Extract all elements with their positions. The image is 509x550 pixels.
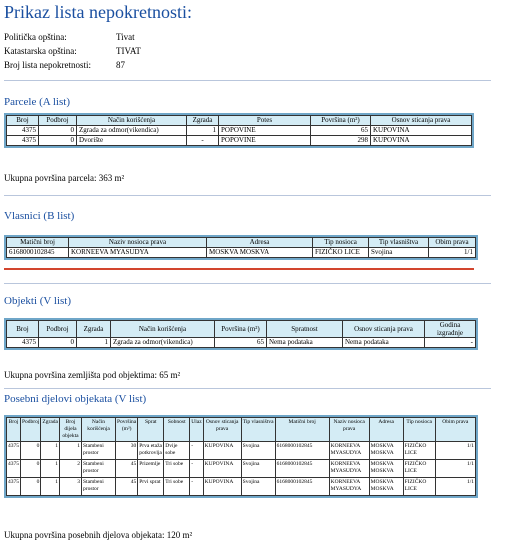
table-cell: Prizemlje [138, 460, 164, 478]
column-header: Obim prava [435, 418, 475, 442]
column-header: Obim prava [429, 238, 476, 248]
table-cell: 4375 [7, 478, 21, 496]
page-title: Prikaz lista nepokretnosti: [4, 2, 192, 22]
table-cell: Stambeni prostor [82, 442, 116, 460]
info-row-list-number [4, 60, 125, 70]
table-cell: 4375 [7, 126, 39, 136]
divider [4, 388, 491, 389]
column-header: Površina (m²) [215, 321, 267, 338]
column-header: Zgrada [77, 321, 111, 338]
table-cell: KUPOVINA [203, 442, 241, 460]
column-header: Osnov sticanja prava [203, 418, 241, 442]
column-header: Matični broj [7, 238, 69, 248]
section-heading-vlasnici: Vlasnici (B list) [4, 210, 75, 222]
table-cell: FIZIČKO LICE [313, 248, 369, 258]
table-cell: Nema podataka [267, 338, 343, 348]
column-header: Način korišćenja [77, 116, 187, 126]
column-header: Naziv nosioca prava [329, 418, 369, 442]
table-cell: Svojina [369, 248, 429, 258]
table-cell: - [187, 136, 219, 146]
parcele-table-box [4, 113, 474, 148]
column-header: Godina izgradnje [425, 321, 476, 338]
table-cell: 0 [21, 478, 41, 496]
column-header: Broj [7, 116, 39, 126]
table-cell: KORNEEVA MYASUDYA [329, 478, 369, 496]
table-cell: 4375 [7, 338, 39, 348]
table-cell: KUPOVINA [371, 136, 472, 146]
column-header: Podbroj [39, 321, 77, 338]
table-cell: 1/1 [435, 478, 475, 496]
table-row [7, 248, 476, 258]
table-header-row [7, 321, 476, 338]
table-cell: 65 [215, 338, 267, 348]
parcele-table [6, 115, 472, 146]
column-header: Naziv nosioca prava [69, 238, 207, 248]
table-cell: Prvi sprat [138, 478, 164, 496]
column-header: Adresa [369, 418, 403, 442]
info-value: TIVAT [116, 46, 141, 56]
table-row [7, 478, 476, 496]
table-cell: 65 [311, 126, 371, 136]
table-cell: 6168000102845 [7, 248, 69, 258]
table-cell: 1/1 [429, 248, 476, 258]
table-cell: KUPOVINA [371, 126, 472, 136]
table-cell: MOSKVA MOSKVA [369, 460, 403, 478]
column-header: Tip nosioca [403, 418, 435, 442]
table-cell: KORNEEVA MYASUDYA [69, 248, 207, 258]
table-cell: 2 [60, 460, 82, 478]
table-header-row [7, 238, 476, 248]
table-cell: 6168000102845 [275, 460, 329, 478]
section-heading-parcele: Parcele (A list) [4, 96, 70, 108]
table-cell: Stambeni prostor [82, 460, 116, 478]
table-cell: 0 [39, 338, 77, 348]
table-cell: - [190, 460, 203, 478]
table-cell: 1 [41, 442, 60, 460]
table-header-row [7, 418, 476, 442]
column-header: Podbroj [21, 418, 41, 442]
column-header: Površina (m²) [311, 116, 371, 126]
table-cell: FIZIČKO LICE [403, 478, 435, 496]
info-row-municipality [4, 32, 135, 42]
info-label: Katastarska opština: [4, 46, 77, 56]
table-cell: 30 [116, 442, 138, 460]
table-cell: Zgrada za odmor(vikendica) [111, 338, 215, 348]
table-cell: Zgrada za odmor(vikendica) [77, 126, 187, 136]
table-cell: KUPOVINA [203, 460, 241, 478]
table-cell: Svojina [241, 442, 275, 460]
table-cell: 6168000102845 [275, 442, 329, 460]
table-cell: 6168000102845 [275, 478, 329, 496]
posebni-table [6, 417, 476, 496]
section-heading-objekti: Objekti (V list) [4, 295, 72, 307]
table-cell: Dvije sobe [164, 442, 190, 460]
divider [4, 283, 491, 284]
table-cell: FIZIČKO LICE [403, 460, 435, 478]
parcele-summary: Ukupna površina parcela: 363 m² [4, 173, 125, 183]
table-cell: 45 [116, 478, 138, 496]
table-cell: 1 [60, 442, 82, 460]
vlasnici-table [6, 237, 476, 258]
table-cell: 1 [187, 126, 219, 136]
table-cell: FIZIČKO LICE [403, 442, 435, 460]
column-header: Matični broj [275, 418, 329, 442]
table-cell: Prva etaža potkrovlja [138, 442, 164, 460]
table-row [7, 460, 476, 478]
table-cell: - [425, 338, 476, 348]
table-cell: POPOVINE [219, 136, 311, 146]
table-cell: Stambeni prostor [82, 478, 116, 496]
posebni-summary: Ukupna površina posebnih djelova objekata: 120 m² [4, 530, 193, 540]
table-row [7, 136, 472, 146]
column-header: Podbroj [39, 116, 77, 126]
table-cell: MOSKVA MOSKVA [207, 248, 313, 258]
table-cell: Tri sobe [164, 478, 190, 496]
objekti-table [6, 320, 476, 348]
table-cell: 4375 [7, 442, 21, 460]
column-header: Broj dijela objekta [60, 418, 82, 442]
table-cell: 4375 [7, 136, 39, 146]
table-cell: 4375 [7, 460, 21, 478]
column-header: Osnov sticanja prava [371, 116, 472, 126]
separator-line [4, 268, 474, 270]
table-row [7, 126, 472, 136]
table-cell: 0 [21, 442, 41, 460]
column-header: Tip nosioca [313, 238, 369, 248]
table-cell: 0 [21, 460, 41, 478]
column-header: Način korišćenja [111, 321, 215, 338]
table-cell: 1/1 [435, 460, 475, 478]
table-cell: Dvorište [77, 136, 187, 146]
table-cell: 1 [77, 338, 111, 348]
table-cell: - [190, 442, 203, 460]
column-header: Adresa [207, 238, 313, 248]
table-cell: KORNEEVA MYASUDYA [329, 460, 369, 478]
table-cell: POPOVINE [219, 126, 311, 136]
table-cell: 3 [60, 478, 82, 496]
table-header-row [7, 116, 472, 126]
table-cell: KUPOVINA [203, 478, 241, 496]
column-header: Potes [219, 116, 311, 126]
column-header: Ulaz [190, 418, 203, 442]
column-header: Broj [7, 321, 39, 338]
table-cell: Svojina [241, 478, 275, 496]
info-label: Politička opština: [4, 32, 67, 42]
table-cell: Tri sobe [164, 460, 190, 478]
vlasnici-table-box [4, 235, 478, 260]
table-cell: - [190, 478, 203, 496]
column-header: Zgrada [187, 116, 219, 126]
info-row-cadastral [4, 46, 141, 56]
column-header: Spratnost [267, 321, 343, 338]
divider [4, 195, 491, 196]
objekti-summary: Ukupna površina zemljišta pod objektima: 65 m² [4, 370, 181, 380]
table-cell: MOSKVA MOSKVA [369, 442, 403, 460]
divider [4, 80, 491, 81]
table-cell: 45 [116, 460, 138, 478]
table-cell: 1 [41, 460, 60, 478]
table-cell: 298 [311, 136, 371, 146]
table-cell: Svojina [241, 460, 275, 478]
column-header: Broj [7, 418, 21, 442]
column-header: Način korišćenja [82, 418, 116, 442]
table-row [7, 338, 476, 348]
info-value: 87 [116, 60, 125, 70]
column-header: Tip vlasništva [369, 238, 429, 248]
section-heading-posebni: Posebni djelovi objekata (V list) [4, 393, 147, 405]
table-cell: KORNEEVA MYASUDYA [329, 442, 369, 460]
table-cell: Nema podataka [343, 338, 425, 348]
table-cell: MOSKVA MOSKVA [369, 478, 403, 496]
table-cell: 1 [41, 478, 60, 496]
table-row [7, 442, 476, 460]
column-header: Sobnost [164, 418, 190, 442]
column-header: Zgrada [41, 418, 60, 442]
objekti-table-box [4, 318, 478, 350]
column-header: Tip vlasništva [241, 418, 275, 442]
posebni-table-box [4, 415, 478, 498]
column-header: Sprat [138, 418, 164, 442]
table-cell: 0 [39, 136, 77, 146]
table-cell: 0 [39, 126, 77, 136]
column-header: Površina (m²) [116, 418, 138, 442]
info-label: Broj lista nepokretnosti: [4, 60, 91, 70]
table-cell: 1/1 [435, 442, 475, 460]
column-header: Osnov sticanja prava [343, 321, 425, 338]
info-value: Tivat [116, 32, 135, 42]
